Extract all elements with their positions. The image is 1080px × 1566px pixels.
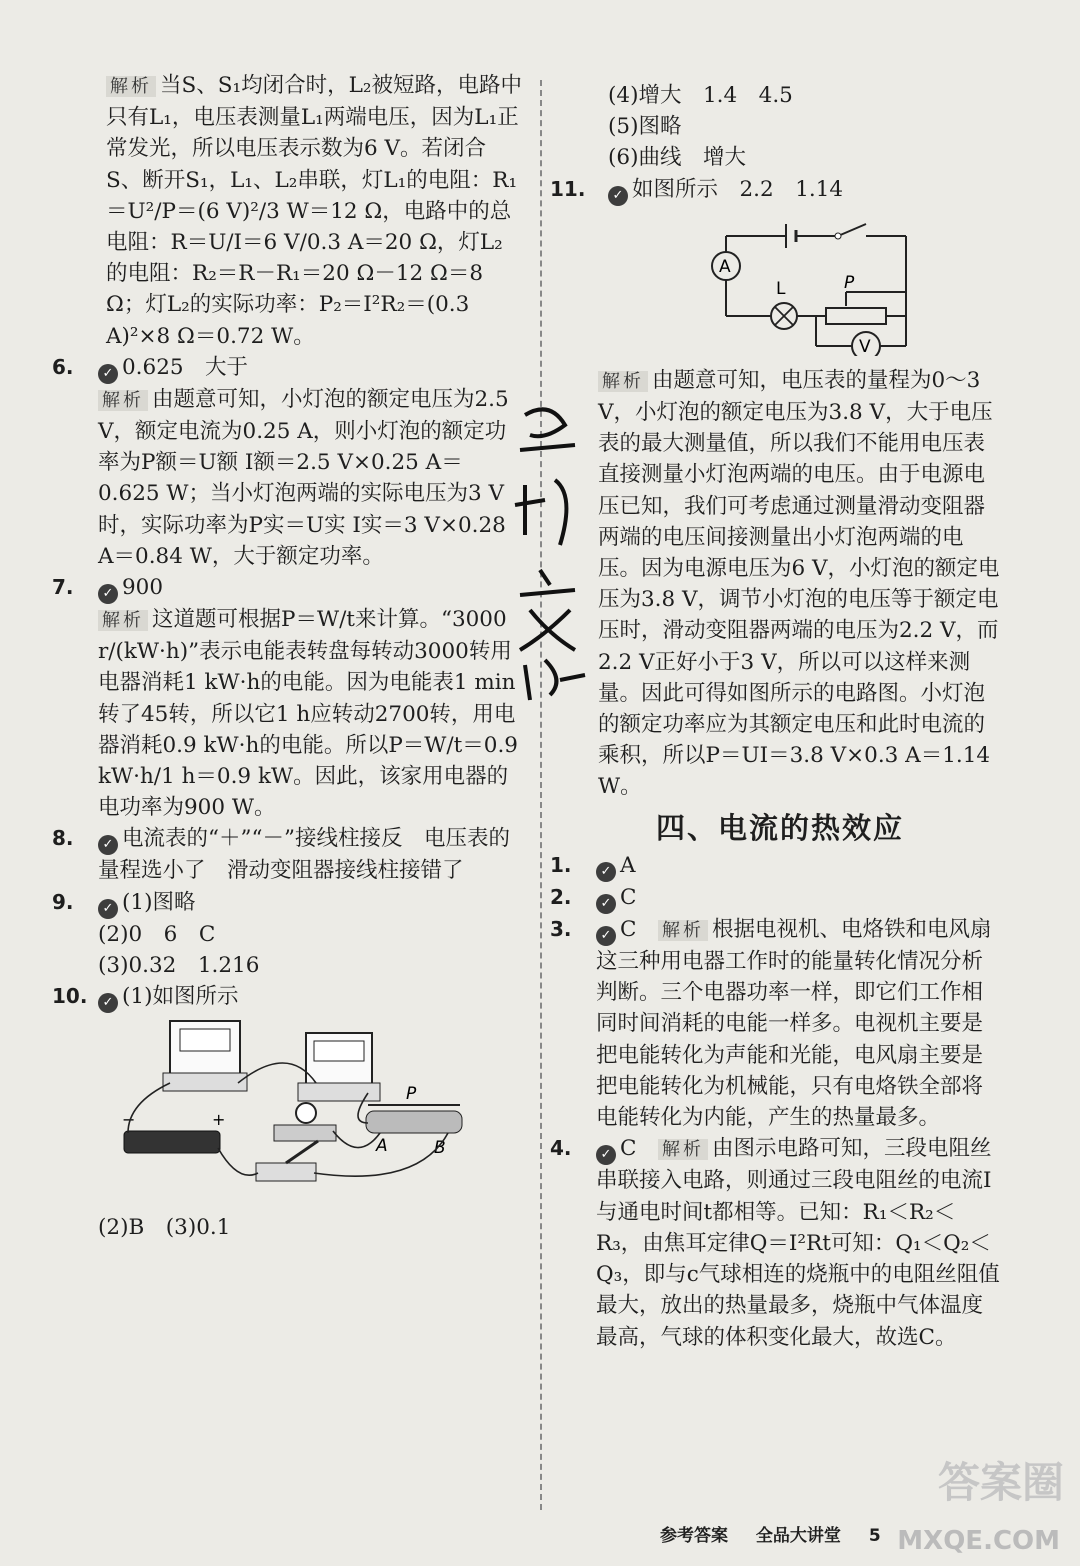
voltmeter-base — [298, 1083, 380, 1101]
terminal-a-label: A — [376, 1136, 388, 1157]
answer-icon: ✓ — [596, 894, 616, 914]
answer-line: (6)曲线 增大 — [608, 145, 746, 171]
question-number: 10. — [52, 984, 88, 1009]
voltmeter-label: V — [859, 336, 871, 356]
question-number: 3. — [550, 916, 572, 941]
analysis-text: 由题意可知，电压表的量程为0～3 V，小灯泡的额定电压为3.8 V，大于电压表的最大测量值，所以我们不能用电压表直接测量小灯泡两端的电压。由于电源电压已知，我们可考虑通过测量滑动变阻器两端的电压间接测量出小灯泡两端的电压。因为电源电压为6 V，小灯泡的额定电压为3.8 V，调节小灯泡的电压等于额定电压时，滑动变阻器两端的电压为2.2 V，而2.2 V正好小于3 V，所以可以这样来测量。因此可得如图所示的电路图。小灯泡的额定功率应为其额定电压和此时电流的乘积，所以P＝UI＝3.8 V×0.3 A＝1.14 W。 — [598, 367, 1000, 800]
answer-icon: ✓ — [98, 993, 118, 1013]
answer-line: (2)0 6 C — [98, 921, 216, 947]
question-number: 11. — [550, 176, 586, 201]
rheostat-icon — [826, 308, 886, 324]
ammeter-base — [163, 1073, 247, 1091]
section-question-2 — [550, 882, 1000, 914]
wire — [238, 1063, 316, 1083]
answer-text: C — [620, 916, 637, 942]
answer-icon: ✓ — [98, 364, 118, 384]
answer-line: (2)B (3)0.1 — [98, 1215, 231, 1241]
answer-icon: ✓ — [98, 899, 118, 919]
analysis-text: 由图示电路可知，三段电阻丝串联接入电路，则通过三段电阻丝的电流I与通电时间t都相等。已知：R₁＜R₂＜R₃，由焦耳定律Q＝I²Rt可知：Q₁＜Q₂＜Q₃，即与c气球相连的烧瓶中的电阻丝阻值最大，放出的热量最多，烧瓶中气体温度最高，气球的体积变化最大，故选C。 — [596, 1136, 1000, 1350]
column-divider — [540, 80, 542, 1510]
switch-contact — [835, 233, 841, 239]
switch-icon — [256, 1163, 316, 1181]
page-number: 5 — [868, 1526, 881, 1546]
page-footer — [660, 1521, 903, 1546]
answer-text: C — [620, 884, 637, 910]
slider-label: P — [406, 1084, 417, 1105]
analysis-text: 根据电视机、电烙铁和电风扇这三种用电器工作时的能量转化情况分析判断。三个电器功率一样，即它们工作相同时间消耗的电能一样多。电视机主要是把电能转化为声能和光能，电风扇主要是把电能转化为机械能，只有电烙铁全部将电能转化为内能，产生的热量最多。 — [596, 916, 992, 1131]
bulb-holder — [274, 1125, 336, 1141]
analysis-tag: 解析 — [106, 76, 156, 97]
section-question-1 — [550, 850, 1000, 882]
analysis-tag: 解析 — [598, 371, 648, 392]
answer-icon: ✓ — [596, 862, 616, 882]
answer-line: (1)如图所示 — [122, 984, 239, 1010]
left-column — [52, 70, 522, 1243]
answer-text: C — [620, 1136, 637, 1162]
question-11 — [550, 174, 1000, 803]
answer-text: 电流表的“＋”“－”接线柱接反 电压表的量程选小了 滑动变阻器接线柱接错了 — [98, 826, 510, 884]
circuit-diagram — [706, 206, 966, 356]
voltmeter-dial — [314, 1041, 364, 1061]
wire — [218, 1148, 258, 1175]
battery-plus-label: + — [212, 1110, 226, 1130]
experiment-circuit-figure — [118, 1013, 518, 1203]
question-number: 1. — [550, 852, 572, 877]
analysis-tag: 解析 — [658, 920, 708, 941]
answer-line: (3)0.32 1.216 — [98, 952, 260, 978]
question-number: 6. — [52, 354, 74, 379]
q10-continued — [560, 80, 1000, 174]
wire — [333, 1131, 380, 1148]
answer-line: (1)图略 — [122, 889, 196, 915]
analysis-tag: 解析 — [98, 610, 148, 631]
battery-minus-label: − — [122, 1110, 136, 1130]
footer-brand: 全品大讲堂 — [755, 1526, 841, 1546]
question-9 — [52, 887, 522, 981]
section-question-3 — [550, 914, 1000, 1133]
answer-icon: ✓ — [98, 584, 118, 604]
question-number: 4. — [550, 1136, 572, 1161]
right-column — [550, 80, 1000, 1353]
analysis-text: 当S、S₁均闭合时，L₂被短路，电路中只有L₁，电压表测量L₁两端电压，因为L₁正常发光，所以电压表示数为6 V。若闭合S、断开S₁，L₁、L₂串联，灯L₁的电阻：R₁＝U²/P＝(6 V)²/3 W＝12 Ω，电路中的总电阻：R＝U/I＝6 V/0.3 A＝20 Ω，灯L₂的电阻：R₂＝R－R₁＝20 Ω－12 Ω＝8 Ω；灯L₂的实际功率：P₂＝I²R₂＝(0.3 A)²×8 Ω＝0.72 W。 — [106, 73, 522, 349]
lamp-label: L — [776, 278, 786, 299]
answer-text: 0.625 大于 — [122, 354, 249, 380]
slider-label: P — [844, 272, 855, 293]
section-question-4 — [550, 1133, 1000, 1352]
footer-label: 参考答案 — [660, 1526, 728, 1546]
bulb-icon — [296, 1103, 316, 1123]
question-8 — [52, 823, 522, 886]
question-6 — [52, 352, 522, 572]
question-number: 9. — [52, 889, 74, 914]
answer-text: A — [620, 852, 636, 878]
slider-arrow — [846, 292, 906, 306]
answer-text: 900 — [122, 575, 164, 601]
answer-icon: ✓ — [98, 835, 118, 855]
q5-analysis — [62, 70, 522, 352]
answer-line: (5)图略 — [608, 114, 682, 140]
battery-icon — [124, 1131, 220, 1153]
switch-icon — [838, 224, 866, 236]
analysis-text: 由题意可知，小灯泡的额定电压为2.5 V，额定电流为0.25 A，则小灯泡的额定功率为P额＝U额 I额＝2.5 V×0.25 A＝0.625 W；当小灯泡两端的实际电压为3 V时，实际功率为P实＝U实 I实＝3 V×0.28 A＝0.84 W，大于额定功率。 — [98, 386, 509, 569]
analysis-text: 这道题可根据P＝W/t来计算。“3000 r/(kW·h)”表示电能表转盘每转动3000转用电器消耗1 kW·h的电能。因为电能表1 min转了45转，所以它1 h应转动2700转，用电器消耗0.9 kW·h的电能。所以P＝W/t＝0.9 kW·h/1 h＝0.9 kW。因此，该家用电器的电功率为900 W。 — [98, 607, 518, 821]
analysis-tag: 解析 — [98, 390, 148, 411]
answer-text: 如图所示 2.2 1.14 — [632, 176, 844, 202]
ammeter-label: A — [719, 256, 731, 277]
answer-line: (4)增大 1.4 4.5 — [608, 83, 793, 108]
question-number: 8. — [52, 826, 74, 851]
answer-icon: ✓ — [596, 1145, 616, 1165]
question-number: 7. — [52, 575, 74, 600]
switch-lever — [286, 1141, 318, 1163]
ammeter-dial — [180, 1029, 230, 1051]
question-number: 2. — [550, 884, 572, 909]
question-7 — [52, 572, 522, 823]
watermark-logo: 答案圈 — [937, 1458, 1064, 1507]
watermark-url: MXQE.COM — [897, 1526, 1060, 1556]
question-10 — [52, 981, 522, 1243]
analysis-tag: 解析 — [658, 1139, 708, 1160]
answer-icon: ✓ — [608, 186, 628, 206]
section-title: 四、电流的热效应 — [655, 810, 904, 845]
rheostat-icon — [366, 1111, 462, 1133]
answer-icon: ✓ — [596, 926, 616, 946]
terminal-b-label: B — [434, 1138, 446, 1159]
